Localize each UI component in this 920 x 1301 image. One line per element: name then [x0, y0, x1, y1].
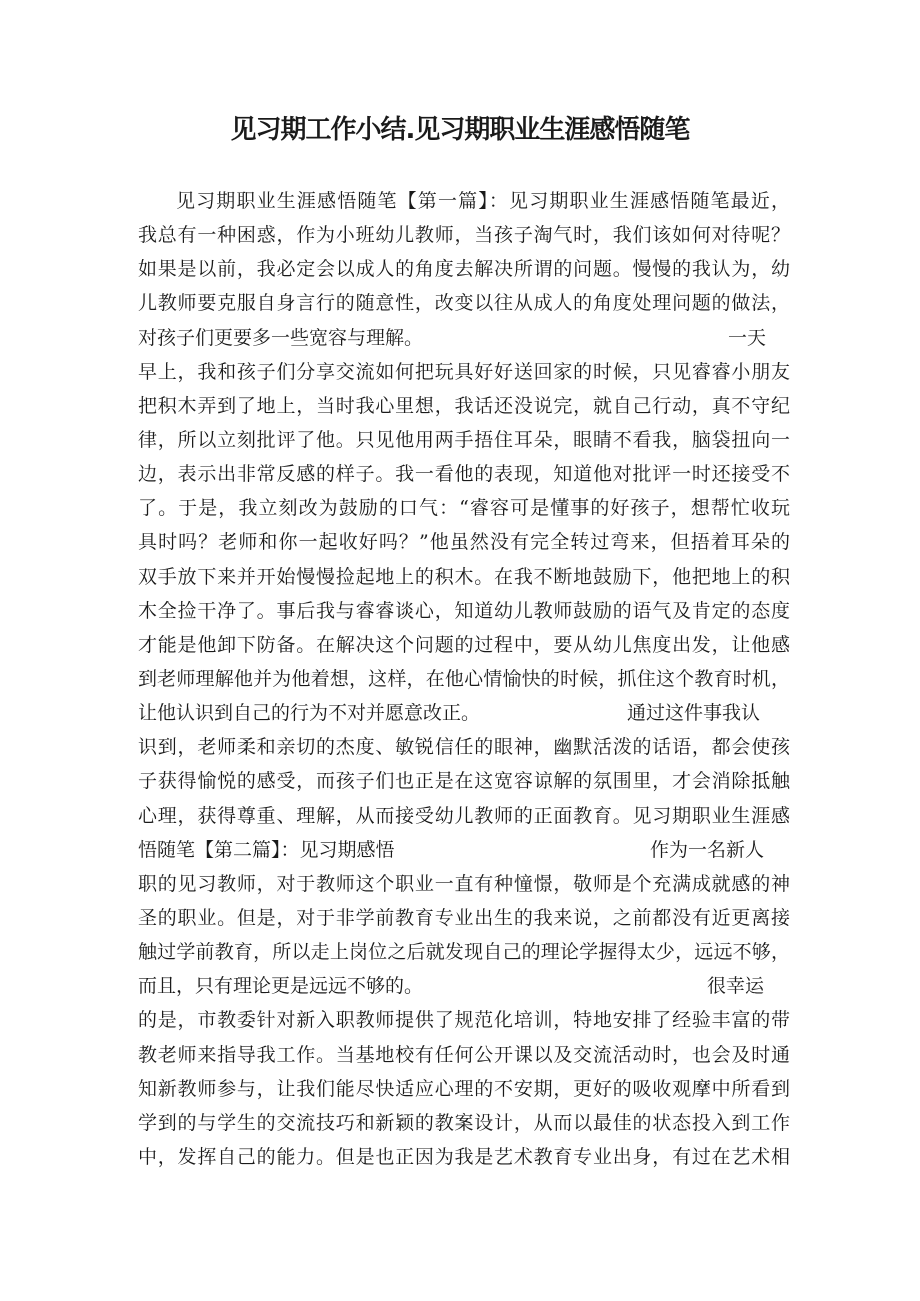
text-line: 职的见习教师，对于教师这个职业一直有种憧憬，敬师是个充满成就感的神	[138, 872, 790, 895]
document-title: 见习期工作小结.见习期职业生涯感悟随笔	[230, 115, 690, 145]
text-line: 中，发挥自己的能力。但是也正因为我是艺术教育专业出身，有过在艺术相	[138, 1145, 790, 1168]
text-line: 见习期职业生涯感悟随笔【第一篇】：见习期职业生涯感悟随笔最近，	[176, 190, 790, 212]
text-line-end: 一天	[727, 326, 766, 349]
text-line: 如果是以前，我必定会以成人的角度去解决所谓的问题。慢慢的我认为，幼	[138, 258, 790, 281]
text-line: 才能是他卸下防备。在解决这个问题的过程中，要从幼儿焦度出发，让他感	[138, 633, 790, 656]
text-line: 触过学前教育，所以走上岗位之后就发现自己的理论学握得太少，远远不够，	[138, 941, 790, 964]
text-line: 知新教师参与，让我们能尽快适应心理的不安期，更好的吸收观摩中所看到	[138, 1077, 790, 1100]
text-line-start: 让他认识到自己的行为不对并愿意改正。	[138, 702, 481, 725]
text-line-start: 悟随笔【第二篇】：见习期感悟	[138, 838, 395, 861]
text-line	[138, 321, 790, 355]
text-line: 学到的与学生的交流技巧和新颖的教案设计，从而以最佳的状态投入到工作	[138, 1111, 790, 1134]
text-line: 识到，老师柔和亲切的杰度、敏锐信任的眼神，幽默活泼的话语，都会使孩	[138, 736, 790, 759]
text-line: 子获得愉悦的感受，而孩子们也正是在这宽容谅解的氛围里，才会消除抵触	[138, 770, 790, 793]
text-line: 教老师来指导我工作。当基地校有任何公开课以及交流活动时，也会及时通	[138, 1043, 790, 1066]
text-line	[138, 969, 790, 1003]
text-line: 律，所以立刻批评了他。只见他用两手捂住耳朵，眼睛不看我，脑袋扭向一	[138, 428, 790, 451]
text-line: 早上，我和孩子们分享交流如何把玩具好好送回家的时候，只见睿睿小朋友	[138, 360, 790, 383]
text-line: 了。于是，我立刻改为鼓励的口气：“睿容可是懂事的好孩子，想帮忙收玩	[138, 497, 790, 520]
text-line-end: 很幸运	[706, 975, 764, 998]
text-line: 我总有一种困惑，作为小班幼儿教师，当孩子淘气时，我们该如何对待呢？	[138, 224, 790, 247]
text-line-start: 而且，只有理论更是远远不够的。	[138, 975, 424, 998]
text-line-end: 作为一名新人	[649, 838, 764, 861]
text-line-end: 通过这件事我认	[626, 702, 760, 725]
text-line: 把积木弄到了地上，当时我心里想，我话还没说完，就自己行动，真不守纪	[138, 394, 790, 417]
text-line	[138, 833, 790, 867]
text-line: 木全捡干净了。事后我与睿睿谈心，知道幼儿教师鼓励的语气及肯定的态度	[138, 599, 790, 622]
text-line-start: 对孩子们更要多一些宽容与理解。	[138, 326, 424, 349]
text-line	[138, 696, 790, 730]
text-line: 边，表示出非常反感的样子。我一看他的表现，知道他对批评一时还接受不	[138, 463, 790, 486]
text-line: 圣的职业。但是，对于非学前教育专业出生的我来说，之前都没有近更离接	[138, 906, 790, 929]
text-line: 双手放下来并开始慢慢捡起地上的积木。在我不断地鼓励下，他把地上的积	[138, 565, 790, 588]
document-body	[138, 184, 790, 1174]
text-line: 心理，获得尊重、理解，从而接受幼儿教师的正面教育。见习期职业生涯感	[138, 804, 790, 827]
text-line: 儿教师要克服自身言行的随意性，改变以往从成人的角度处理问题的做法，	[138, 292, 790, 315]
text-line: 到老师理解他并为他着想，这样，在他心情愉快的时候，抓住这个教育时机，	[138, 667, 790, 690]
text-line: 的是，市教委针对新入职教师提供了规范化培训，特地安排了经验丰富的带	[138, 1009, 790, 1032]
text-line: 具时吗？老师和你一起收好吗？”他虽然没有完全转过弯来，但捂着耳朵的	[138, 531, 790, 554]
